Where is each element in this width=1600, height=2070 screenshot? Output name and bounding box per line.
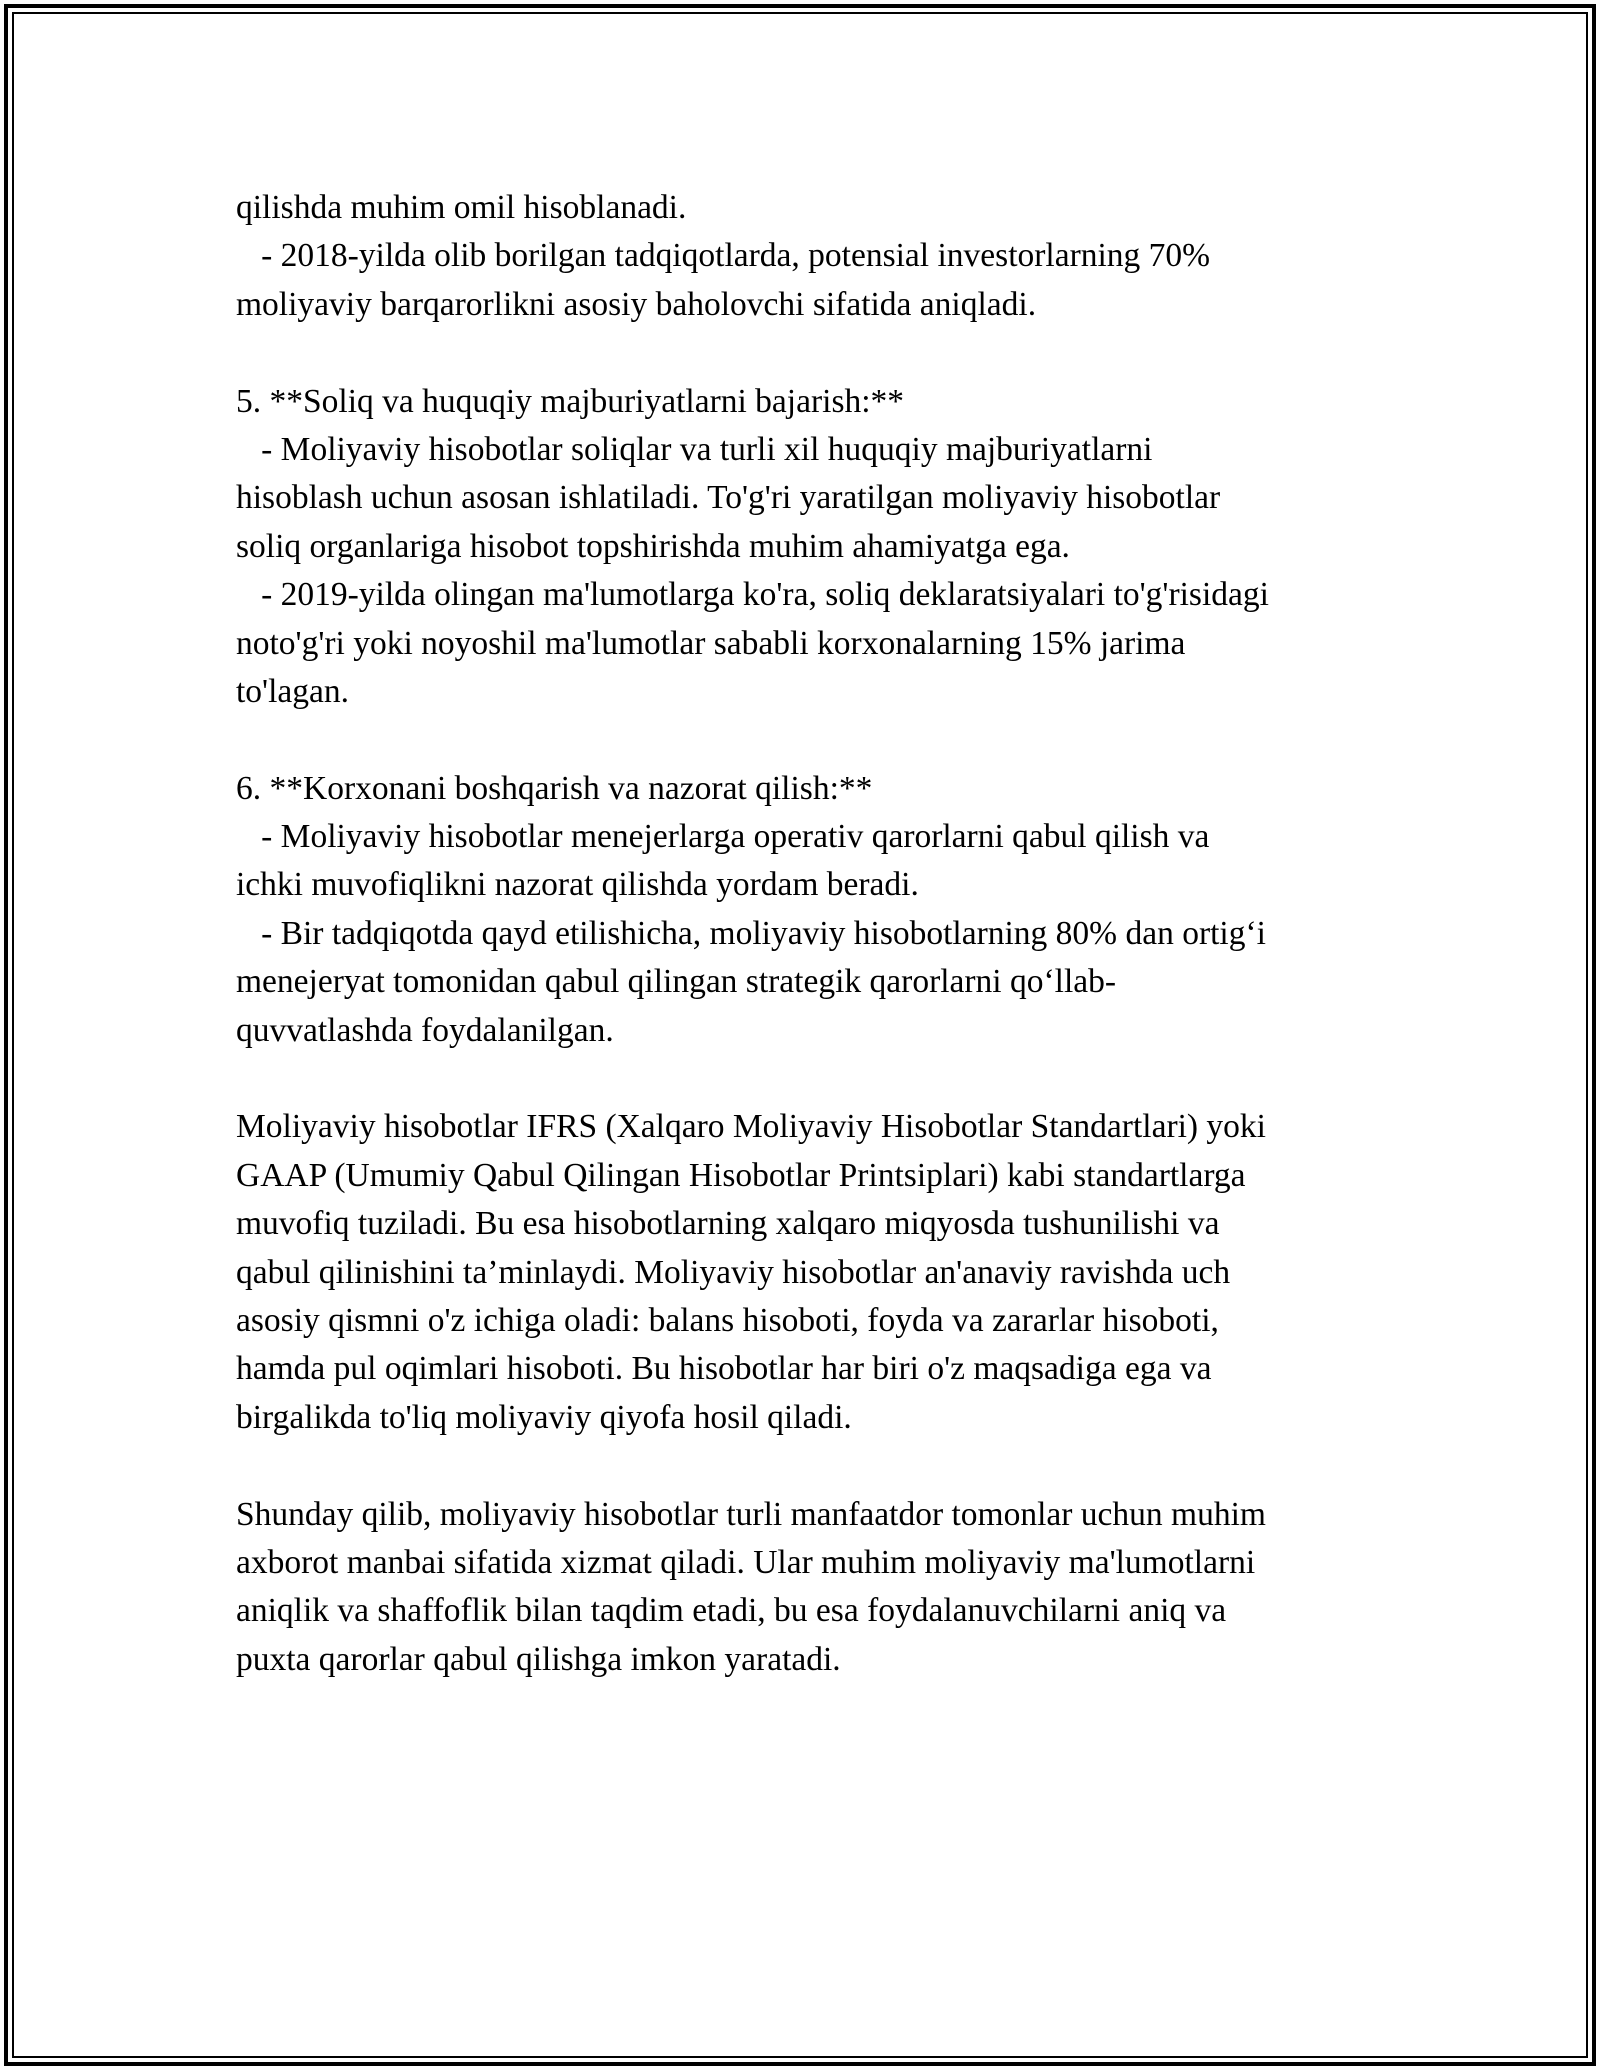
section-5 (236, 378, 1386, 717)
text-line: soliq organlariga hisobot topshirishda muhim ahamiyatga ega. (236, 527, 1070, 565)
conclusion-paragraph (236, 1491, 1386, 1685)
text-line: Moliyaviy hisobotlar IFRS (Xalqaro Moliyaviy Hisobotlar Standartlari) yoki (236, 1108, 1266, 1146)
text-line: moliyaviy barqarorlikni asosiy baholovchi sifatida aniqladi. (236, 285, 1037, 323)
standards-paragraph (236, 1103, 1386, 1442)
text-line: - 2018-yilda olib borilgan tadqiqotlarda, potensial investorlarning 70% (236, 237, 1211, 275)
text-line: - Bir tadqiqotda qayd etilishicha, moliyaviy hisobotlarning 80% dan ortig‘i (236, 914, 1266, 952)
text-line: hamda pul oqimlari hisoboti. Bu hisobotlar har biri o'z maqsadiga ega va (236, 1350, 1212, 1388)
text-line: menejeryat tomonidan qabul qilingan strategik qarorlarni qo‘llab- (236, 963, 1117, 1001)
text-line: hisoblash uchun asosan ishlatiladi. To'g'ri yaratilgan moliyaviy hisobotlar (236, 479, 1221, 517)
text-line: muvofiq tuziladi. Bu esa hisobotlarning xalqaro miqyosda tushunilishi va (236, 1205, 1220, 1243)
text-line: ichki muvofiqlikni nazorat qilishda yordam beradi. (236, 866, 919, 904)
text-line: to'lagan. (236, 672, 350, 710)
text-line: qabul qilinishini ta’minlaydi. Moliyaviy hisobotlar an'anaviy ravishda uch (236, 1253, 1231, 1291)
section-5-heading: 5. **Soliq va huquqiy majburiyatlarni bajarish:** (236, 382, 905, 420)
paragraph-gap (236, 329, 1386, 377)
text-line: Shunday qilib, moliyaviy hisobotlar turli manfaatdor tomonlar uchun muhim (236, 1495, 1266, 1533)
text-line: aniqlik va shaffoflik bilan taqdim etadi, bu esa foydalanuvchilarni aniq va (236, 1592, 1227, 1630)
paragraph-gap (236, 1442, 1386, 1490)
text-line: asosiy qismni o'z ichiga oladi: balans hisoboti, foyda va zararlar hisoboti, (236, 1301, 1219, 1339)
text-line: - Moliyaviy hisobotlar menejerlarga operativ qarorlarni qabul qilish va (236, 818, 1210, 856)
text-line: qilishda muhim omil hisoblanadi. (236, 189, 687, 226)
text-line: - Moliyaviy hisobotlar soliqlar va turli xil huquqiy majburiyatlarni (236, 430, 1153, 468)
paragraph-gap (236, 1055, 1386, 1103)
text-line: noto'g'ri yoki noyoshil ma'lumotlar sababli korxonalarning 15% jarima (236, 624, 1186, 662)
paragraph-gap (236, 716, 1386, 764)
text-line: - 2019-yilda olingan ma'lumotlarga ko'ra, soliq deklaratsiyalari to'g'risidagi (236, 576, 1269, 614)
text-line: puxta qarorlar qabul qilishga imkon yaratadi. (236, 1640, 841, 1678)
continuation-paragraph (236, 184, 1386, 329)
text-line: quvvatlashda foydalanilgan. (236, 1011, 614, 1049)
section-6-heading: 6. **Korxonani boshqarish va nazorat qilish:** (236, 769, 873, 807)
section-6 (236, 765, 1386, 1055)
text-line: axborot manbai sifatida xizmat qiladi. Ular muhim moliyaviy ma'lumotlarni (236, 1543, 1256, 1581)
text-line: birgalikda to'liq moliyaviy qiyofa hosil qiladi. (236, 1398, 852, 1436)
text-line: GAAP (Umumiy Qabul Qilingan Hisobotlar Printsiplari) kabi standartlarga (236, 1156, 1246, 1194)
document-body (236, 184, 1386, 1684)
